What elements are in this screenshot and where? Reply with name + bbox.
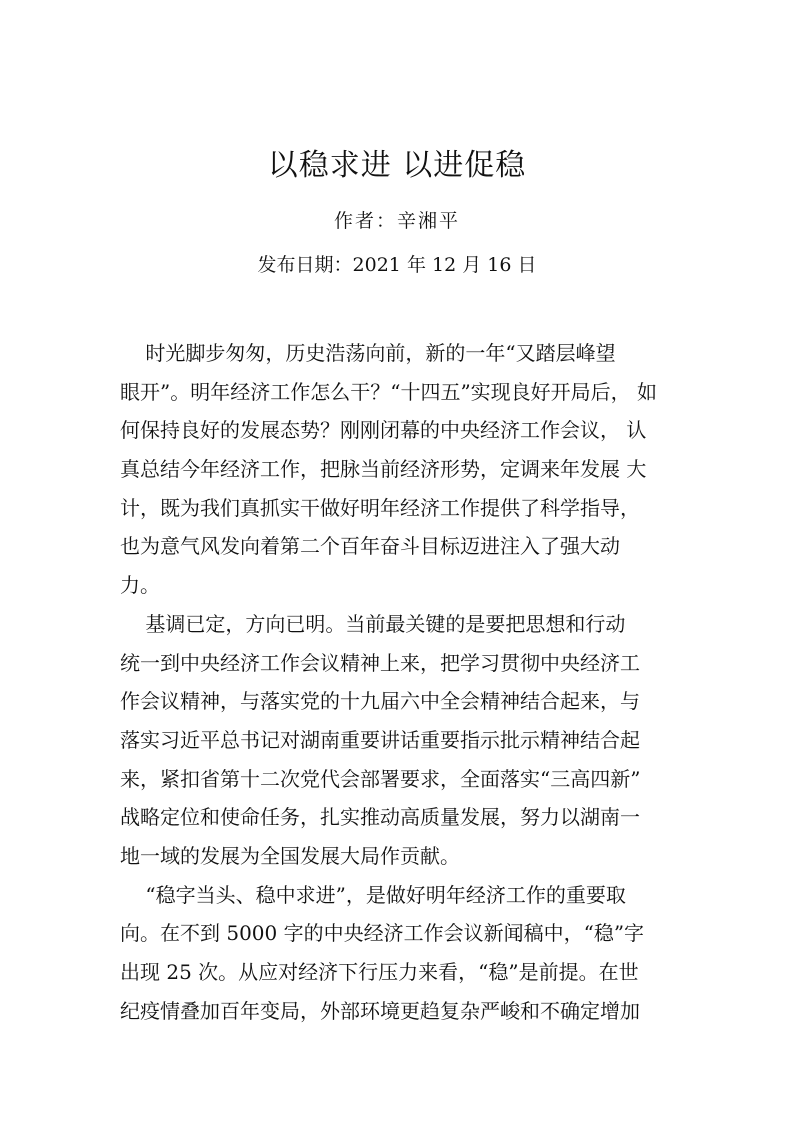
text-line: 出现 25 次。从应对经济下行压力来看，“稳”是前提。在世 xyxy=(120,960,639,984)
text-line: 真总结今年经济工作，把脉当前经济形势，定调来年发展 大 xyxy=(120,457,647,482)
text-line: 眼开”。明年经济工作怎么干？“十四五”实现良好开局后， 如 xyxy=(120,379,658,404)
article-title: 以稳求进 以进促稳 xyxy=(267,148,527,183)
text-line: 统一到中央经济工作会议精神上来，把学习贯彻中央经济工 xyxy=(120,650,640,675)
author-line: 作者：辛湘平 xyxy=(333,210,460,232)
text-line: “稳字当头、稳中求进”，是做好明年经济工作的重要取 xyxy=(120,882,626,907)
text-line: 计，既为我们真抓实干做好明年经济工作提供了科学指导， xyxy=(120,495,640,520)
text-line: 时光脚步匆匆，历史浩荡向前，新的一年“又踏层峰望 xyxy=(120,341,616,365)
text-line: 也为意气风发向着第二个百年奋斗目标迈进注入了强大动 xyxy=(120,534,620,559)
paragraph-2 xyxy=(120,605,686,876)
text-line: 作会议精神，与落实党的十九届六中全会精神结合起来，与 xyxy=(120,689,640,714)
text-line: 地一域的发展为全国发展大局作贡献。 xyxy=(120,843,460,868)
article-body xyxy=(120,334,686,1030)
text-line: 何保持良好的发展态势？刚刚闭幕的中央经济工作会议， 认 xyxy=(120,418,647,443)
text-line: 力。 xyxy=(120,573,160,598)
text-line: 纪疫情叠加百年变局，外部环境更趋复杂严峻和不确定增加 xyxy=(120,998,640,1023)
text-line: 落实习近平总书记对湖南重要讲话重要指示批示精神结合起 xyxy=(120,727,640,752)
paragraph-1 xyxy=(120,334,686,605)
publish-date: 发布日期：2021 年 12 月 16 日 xyxy=(257,254,537,276)
paragraph-3 xyxy=(120,876,686,1031)
text-line: 战略定位和使命任务，扎实推动高质量发展，努力以湖南一 xyxy=(120,805,640,830)
text-line: 向。在不到 5000 字的中央经济工作会议新闻稿中，“稳”字 xyxy=(120,921,645,946)
text-line: 基调已定，方向已明。当前最关键的是要把思想和行动 xyxy=(120,611,626,636)
text-line: 来，紧扣省第十二次党代会部署要求，全面落实“三高四新” xyxy=(120,766,641,791)
